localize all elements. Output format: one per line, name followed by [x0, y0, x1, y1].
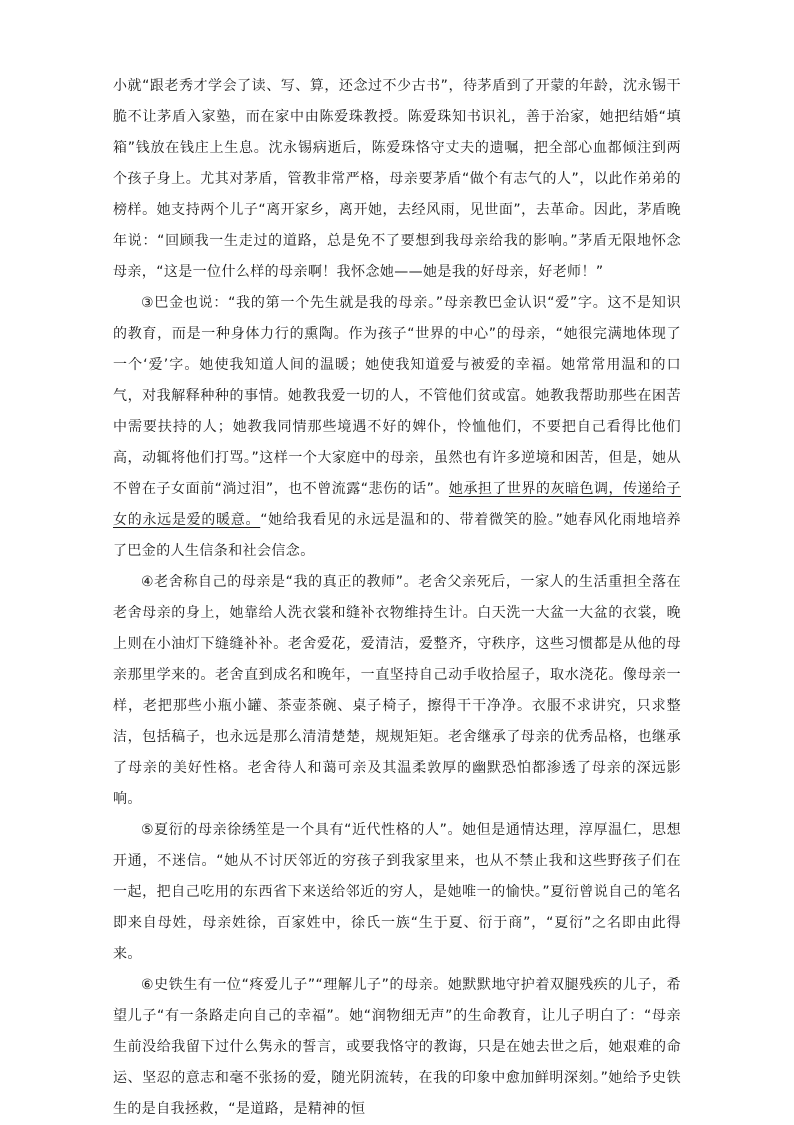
- paragraph-mao-dun-continued: 小就“跟老秀才学会了读、写、算，还念过不少古书”，待茅盾到了开蒙的年龄，沈永锡干脆不让茅盾入家塾，而在家中由陈爱珠教授。陈爱珠知书识礼，善于治家，她把结婚“填箱”钱放在钱庄上生息。沈永锡病逝后，陈爱珠恪守丈夫的遗嘱，把全部心血都倾注到两个孩子身上。尤其对茅盾，管教非常严格，母亲要茅盾“做个有志气的人”，以此作弟弟的榜样。她支持两个儿子“离开家乡，离开她，去经风雨，见世面”，去革命。因此，茅盾晚年说：“回顾我一生走过的道路，总是免不了要想到我母亲给我的影响。”茅盾无限地怀念母亲，“这是一位什么样的母亲啊！我怀念她——她是我的好母亲，好老师！”: [113, 78, 681, 280]
- paragraph-xia-yan: ⑤夏衍的母亲徐绣笙是一个具有“近代性格的人”。她但是通情达理，淳厚温仁，思想开通，不迷信。“她从不讨厌邻近的穷孩子到我家里来，也从不禁止我和这些野孩子们在一起，把自己吃用的东西省下来送给邻近的穷人，是她唯一的愉快。”夏衍曾说自己的笔名即来自母姓，母亲姓徐，百家姓中，徐氏一族“生于夏、衍于商”，“夏衍”之名即由此得来。: [113, 822, 681, 962]
- ba-jin-text-before: ③巴金也说：“我的第一个先生就是我的母亲。”母亲教巴金认识“爱”字。这不是知识的教育，而是一种身体力行的熏陶。作为孩子“世界的中心”的母亲，“她很完满地体现了一个‘爱’字。她使我知道人间的温暖；她使我知道爱与被爱的幸福。她常常用温和的口气，对我解释种种的事情。她教我爱一切的人，不管他们贫或富。她教我帮助那些在困苦中需要扶持的人；她教我同情那些境遇不好的婢仆，怜恤他们，不要把自己看得比他们高，动辄将他们打骂。”这样一个大家庭中的母亲，虽然也有许多逆境和困苦，但是，她从不曾在子女面前“淌过泪”，也不曾流露“悲伤的话”。: [113, 295, 681, 497]
- ba-jin-text-after: “她给我看见的永远是温和的、带着微笑的脸。”她春风化雨地培养了巴金的人生信条和社会信念。: [113, 512, 681, 559]
- paragraph-lao-she: ④老舍称自己的母亲是“我的真正的教师”。老舍父亲死后，一家人的生活重担全落在老舍母亲的身上，她靠给人洗衣裳和缝补衣物维持生计。白天洗一大盆一大盆的衣裳，晚上则在小油灯下缝缝补补。老舍爱花，爱清洁，爱整齐，守秩序，这些习惯都是从他的母亲那里学来的。老舍直到成名和晚年，一直坚持自己动手收拾屋子，取水浇花。像母亲一样，老把那些小瓶小罐、茶壶茶碗、桌子椅子，擦得干干净净。衣服不求讲究，只求整洁，包括稿子，也永远是那么清清楚楚，规规矩矩。老舍继承了母亲的优秀品格，也继承了母亲的美好性格。老舍待人和蔼可亲及其温柔敦厚的幽默恐怕都渗透了母亲的深远影响。: [113, 574, 681, 807]
- ba-jin-underlined-sentence: 她承担了世界的灰暗色调，传递给子女的永远是爱的暖意。: [113, 481, 681, 528]
- paragraph-ba-jin: [113, 288, 681, 567]
- paragraph-shi-tiesheng: ⑥史铁生有一位“疼爱儿子”“理解儿子”的母亲。她默默地守护着双腿残疾的儿子，希望儿子“有一条路走向自己的幸福”。她“润物细无声”的生命教育，让儿子明白了：“母亲生前没给我留下过什么隽永的誓言，或要我恪守的教诲，只是在她去世之后，她艰难的命运、坚忍的意志和毫不张扬的爱，随光阴流转，在我的印象中愈加鲜明深刻。”她给予史铁生的是自我拯救，“是道路，是精神的恒: [113, 977, 681, 1117]
- document-body: [113, 71, 681, 1125]
